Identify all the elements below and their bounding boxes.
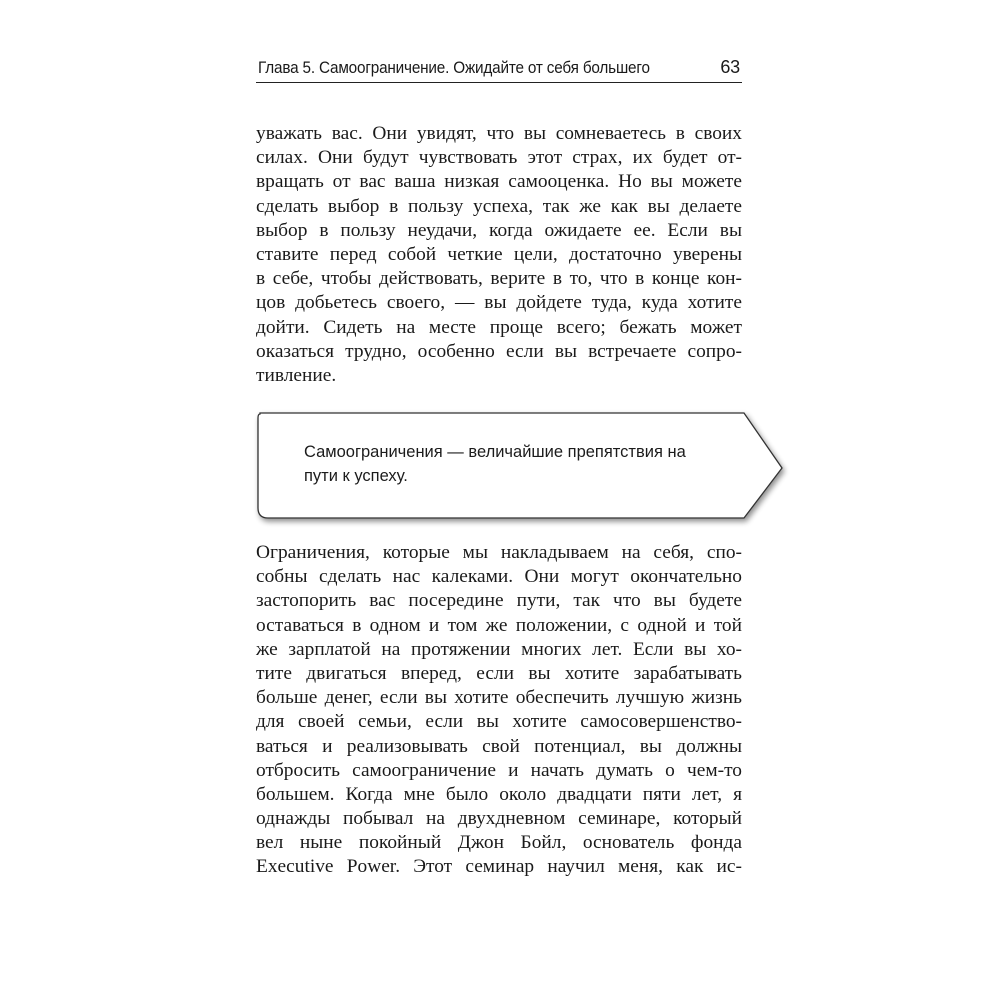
text-line: цов добьетесь своего, — вы дойдете туда, куда хотите: [256, 292, 742, 314]
text-line: дойти. Сидеть на месте проще всего; бежать может: [256, 316, 742, 338]
text-line: в себе, чтобы действовать, верите в то, что в конце кон-: [256, 268, 742, 290]
text-line: оставаться в одном и том же положении, с одной и той: [256, 614, 742, 636]
text-line: собны сделать нас калеками. Они могут окончательно: [256, 566, 742, 588]
text-line: больше денег, если вы хотите обеспечить лучшую жизнь: [256, 687, 742, 709]
callout-box: [256, 410, 786, 522]
running-header: [256, 56, 742, 83]
text-line: застопорить вас посередине пути, так что вы будете: [256, 590, 742, 612]
text-line: же зарплатой на протяжении многих лет. Если вы хо-: [256, 638, 742, 660]
text-line: ставите перед собой четкие цели, достаточно уверены: [256, 243, 742, 265]
text-line: выбор в пользу неудачи, когда ожидаете ее. Если вы: [256, 219, 742, 241]
text-line: вращать от вас ваша низкая самооценка. Но вы можете: [256, 171, 742, 193]
callout-line: Самоограничения — величайшие препятствия на: [304, 443, 686, 461]
paragraph-2: [256, 541, 742, 880]
text-line: вел ныне покойный Джон Бойл, основатель фонда: [256, 832, 742, 854]
text-line: ваться и реализовывать свой потенциал, вы должны: [256, 735, 742, 757]
chapter-title: Глава 5. Самоограничение. Ожидайте от себя большего: [258, 58, 650, 77]
text-line: Executive Power. Этот семинар научил меня, как ис-: [256, 856, 742, 878]
callout-line: пути к успеху.: [304, 467, 408, 485]
text-line: оказаться трудно, особенно если вы встречаете сопро-: [256, 340, 742, 362]
text-line: сделать выбор в пользу успеха, так же как вы делаете: [256, 195, 742, 217]
paragraph-1: [256, 122, 742, 388]
text-line: отбросить самоограничение и начать думать о чем-то: [256, 759, 742, 781]
callout-text: [304, 440, 724, 488]
page-number: 63: [720, 57, 740, 77]
text-line: тивление.: [256, 364, 337, 386]
text-line: большем. Когда мне было около двадцати пяти лет, я: [256, 783, 742, 805]
text-line: тите двигаться вперед, если вы хотите зарабатывать: [256, 662, 742, 684]
text-line: силах. Они будут чувствовать этот страх, их будет от-: [256, 147, 742, 169]
text-line: однажды побывал на двухдневном семинаре, который: [256, 808, 742, 830]
text-line: уважать вас. Они увидят, что вы сомневаетесь в своих: [256, 123, 742, 144]
text-line: для своей семьи, если вы хотите самосовершенство-: [256, 711, 742, 733]
text-line: Ограничения, которые мы накладываем на себя, спо-: [256, 542, 742, 563]
